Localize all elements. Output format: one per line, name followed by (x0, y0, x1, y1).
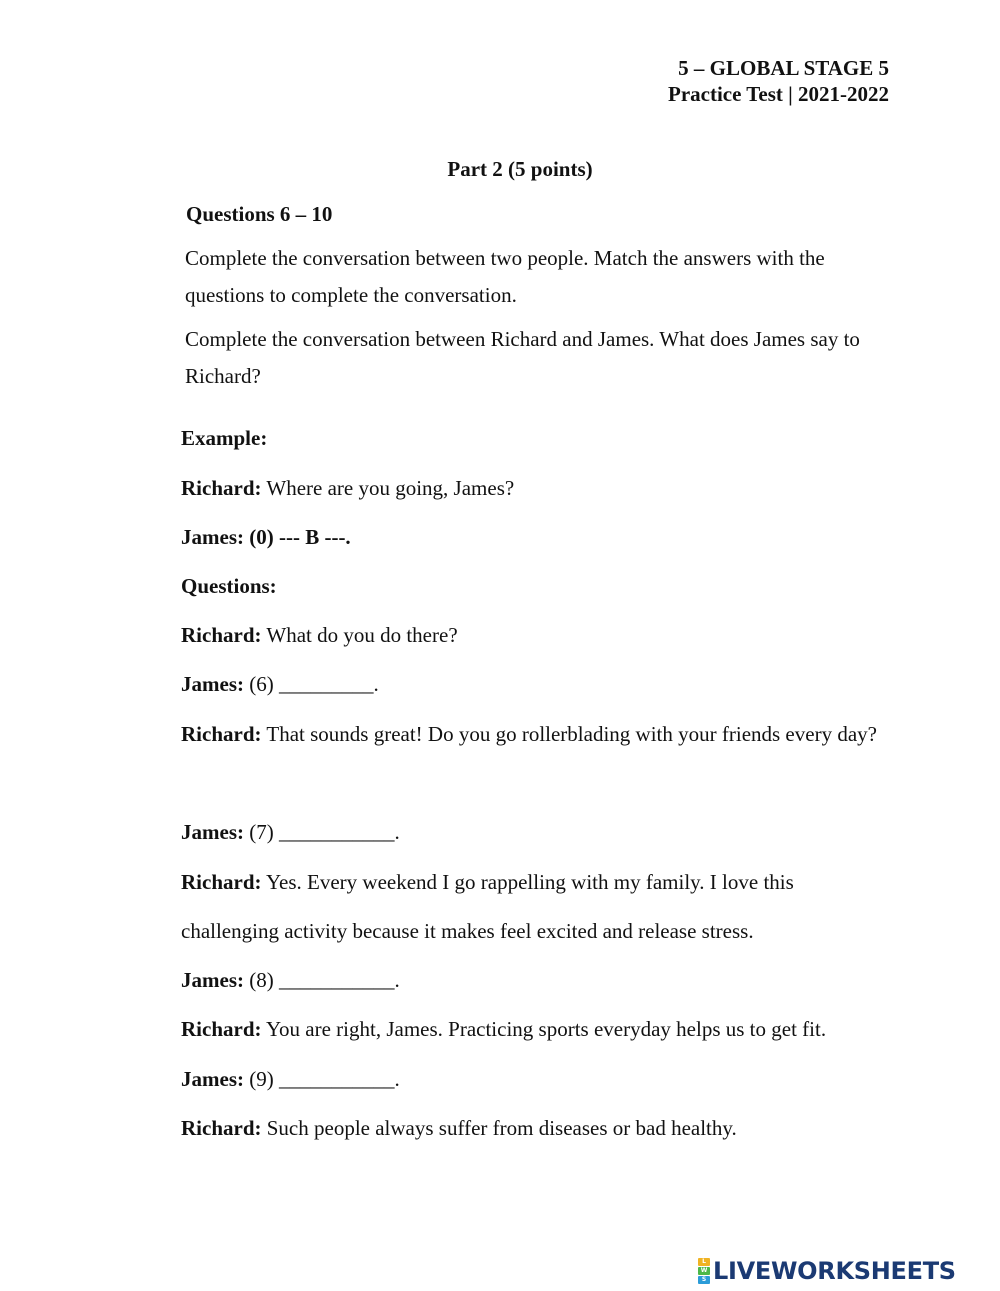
header-test-year: Practice Test | 2021-2022 (668, 82, 889, 106)
speaker-label: James: (181, 820, 244, 844)
line-text: What do you do there? (261, 623, 458, 647)
header-stage: 5 – GLOBAL STAGE 5 (678, 56, 889, 80)
part-title: Part 2 (5 points) (447, 157, 593, 181)
speaker-label: James: (181, 1067, 244, 1091)
dialogue-line-7 (181, 1017, 826, 1042)
dialogue-line-8 (181, 1067, 400, 1092)
speaker-label: James: (181, 672, 244, 696)
speaker-label: Richard: (181, 1116, 262, 1140)
dialogue-line-2 (181, 672, 379, 697)
instruction-1: Complete the conversation between two people. Match the answers with the questions to complete the conversation. (185, 246, 825, 307)
logo-square-2: W (698, 1267, 710, 1275)
example-james-line: James: (0) --- B ---. (181, 525, 351, 549)
speaker-label: James: (181, 968, 244, 992)
logo-square-3: S (698, 1276, 710, 1284)
questions-range: Questions 6 – 10 (186, 202, 333, 226)
speaker-label: Richard: (181, 476, 262, 500)
liveworksheets-logo (698, 1256, 956, 1286)
speaker-label: Richard: (181, 722, 262, 746)
dialogue-line-1 (181, 623, 458, 648)
example-label: Example: (181, 426, 268, 450)
line-text: Such people always suffer from diseases or bad healthy. (261, 1116, 737, 1140)
dialogue-line-3 (181, 710, 881, 759)
logo-square-1: L (698, 1258, 710, 1266)
line-text: That sounds great! Do you go rollerblading with your friends every day? (261, 722, 877, 746)
answer-blank-8[interactable]: (8) ___________. (243, 968, 400, 992)
speaker-label: Richard: (181, 623, 262, 647)
example-richard-line (181, 476, 514, 501)
line-text: Where are you going, James? (261, 476, 515, 500)
line-text: Yes. Every weekend I go rappelling with my family. I love this challenging activity because it makes feel excited and release stress. (181, 870, 794, 943)
speaker-label: Richard: (181, 870, 262, 894)
logo-squares-icon (698, 1258, 710, 1284)
speaker-label: Richard: (181, 1017, 262, 1041)
questions-label: Questions: (181, 574, 277, 598)
document-header (668, 55, 889, 107)
answer-blank-9[interactable]: (9) ___________. (243, 1067, 400, 1091)
instruction-2: Complete the conversation between Richard and James. What does James say to Richard? (185, 327, 860, 388)
line-text: You are right, James. Practicing sports everyday helps us to get fit. (261, 1017, 827, 1041)
logo-text: LIVEWORKSHEETS (713, 1257, 956, 1285)
dialogue-line-6 (181, 968, 400, 993)
dialogue-line-9 (181, 1116, 737, 1141)
dialogue-line-5 (181, 858, 881, 956)
dialogue-line-4 (181, 820, 400, 845)
answer-blank-6[interactable]: (6) _________. (243, 672, 379, 696)
answer-blank-7[interactable]: (7) ___________. (243, 820, 400, 844)
